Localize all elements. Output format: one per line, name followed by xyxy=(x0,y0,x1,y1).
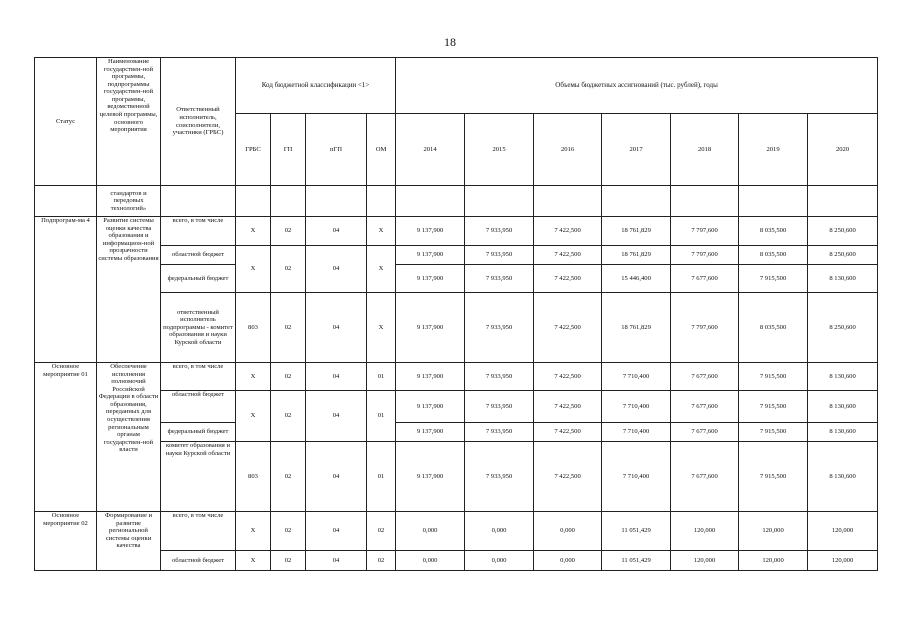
table-row xyxy=(35,363,878,391)
cell-value: 0,000 xyxy=(465,551,534,571)
cell-value: 8 250,600 xyxy=(808,293,878,363)
table-row xyxy=(35,293,878,363)
cell-value: 7 915,500 xyxy=(739,363,808,391)
row-status: Основное мероприятие 01 xyxy=(35,363,97,512)
cell-value: 8 130,600 xyxy=(808,265,878,293)
table-row xyxy=(35,423,878,442)
row-status: Подпрограм-ма 4 xyxy=(35,217,97,363)
cell-value: 7 933,950 xyxy=(465,265,534,293)
cell-value: 9 137,900 xyxy=(396,391,465,423)
cell-value: 8 130,600 xyxy=(808,391,878,423)
header-year: 2016 xyxy=(534,114,602,186)
row-name: Развитие системы оценки качества образования и информацион-ной прозрачности системы образования xyxy=(97,217,161,363)
cell-value: 8 130,600 xyxy=(808,363,878,391)
cell-value: 18 761,829 xyxy=(602,246,671,265)
cell-grbs: Х xyxy=(236,363,271,391)
header-year: 2015 xyxy=(465,114,534,186)
cell-gp: 02 xyxy=(271,512,306,551)
row-executor: областной бюджет xyxy=(161,246,236,265)
cell-value: 7 933,950 xyxy=(465,363,534,391)
cell-value: 7 933,950 xyxy=(465,391,534,423)
cell-empty xyxy=(35,186,97,217)
header-year: 2019 xyxy=(739,114,808,186)
row-executor: всего, в том числе xyxy=(161,363,236,391)
cell-value: 8 250,600 xyxy=(808,246,878,265)
table-row xyxy=(35,391,878,423)
table-row xyxy=(35,442,878,512)
cell-value: 7 915,500 xyxy=(739,423,808,442)
cell-value: 9 137,900 xyxy=(396,217,465,246)
cell-value: 7 422,500 xyxy=(534,442,602,512)
cell-gp: 02 xyxy=(271,217,306,246)
row-name: Обеспечение исполнения полномочий Российской Федерации в области образования, переданных для осуществления региональным органам государствен-ной власти xyxy=(97,363,161,512)
cell-grbs: 803 xyxy=(236,293,271,363)
cell-grbs: Х xyxy=(236,217,271,246)
cell-value: 0,000 xyxy=(534,551,602,571)
header-year: 2017 xyxy=(602,114,671,186)
header-code-grbs: ГРБС xyxy=(236,114,271,186)
cell-value: 7 677,600 xyxy=(671,423,739,442)
cell-value: 8 035,500 xyxy=(739,293,808,363)
cell-value: 7 797,600 xyxy=(671,217,739,246)
cell-value: 7 422,500 xyxy=(534,391,602,423)
cell-value: 9 137,900 xyxy=(396,293,465,363)
cell-pgp: 04 xyxy=(306,217,367,246)
cell-value: 8 250,600 xyxy=(808,217,878,246)
row-executor: всего, в том числе xyxy=(161,217,236,246)
cell-om: 01 xyxy=(367,391,396,442)
cell-value: 7 422,500 xyxy=(534,363,602,391)
header-row-1 xyxy=(35,58,878,114)
header-executor: Ответственный исполнитель, соисполнители, участники (ГРБС) xyxy=(161,58,236,186)
cell-pgp: 04 xyxy=(306,246,367,293)
cell-pgp: 04 xyxy=(306,391,367,442)
budget-table xyxy=(34,57,878,571)
table-row xyxy=(35,551,878,571)
cell-value: 11 051,429 xyxy=(602,512,671,551)
cell-om: Х xyxy=(367,246,396,293)
cell-value: 7 710,400 xyxy=(602,363,671,391)
cell-value: 0,000 xyxy=(534,512,602,551)
header-year: 2018 xyxy=(671,114,739,186)
cell-value: 7 915,500 xyxy=(739,442,808,512)
cell-value: 7 933,950 xyxy=(465,246,534,265)
cell-pgp: 04 xyxy=(306,442,367,512)
cell-value: 7 422,500 xyxy=(534,265,602,293)
row-status: Основное мероприятие 02 xyxy=(35,512,97,571)
cell-om: 01 xyxy=(367,363,396,391)
cell-value: 9 137,900 xyxy=(396,265,465,293)
cell-value: 7 422,500 xyxy=(534,293,602,363)
cell-pgp: 04 xyxy=(306,363,367,391)
cell-om: Х xyxy=(367,293,396,363)
cell-value: 0,000 xyxy=(396,512,465,551)
cell-grbs: Х xyxy=(236,246,271,293)
cell-gp: 02 xyxy=(271,246,306,293)
cell-value: 7 422,500 xyxy=(534,423,602,442)
header-budget-code: Код бюджетной классификации <1> xyxy=(236,58,396,114)
cell-value: 0,000 xyxy=(465,512,534,551)
table-row xyxy=(35,512,878,551)
cell-value: 120,000 xyxy=(739,512,808,551)
cell-value: 7 933,950 xyxy=(465,217,534,246)
cell-grbs: Х xyxy=(236,551,271,571)
cell-gp: 02 xyxy=(271,551,306,571)
row-executor: всего, в том числе xyxy=(161,512,236,551)
cell-pgp: 04 xyxy=(306,293,367,363)
cell-grbs: 803 xyxy=(236,442,271,512)
row-executor: областной бюджет xyxy=(161,551,236,571)
table-row xyxy=(35,265,878,293)
table-row xyxy=(35,217,878,246)
cell-value: 11 051,429 xyxy=(602,551,671,571)
cell-value: 8 035,500 xyxy=(739,246,808,265)
cell-gp: 02 xyxy=(271,391,306,442)
table-row xyxy=(35,246,878,265)
cell-value: 7 797,600 xyxy=(671,246,739,265)
cell-pgp: 04 xyxy=(306,551,367,571)
row-executor: ответственный исполнитель подпрограммы - комитет образования и науки Курской области xyxy=(161,293,236,363)
row-executor: федеральный бюджет xyxy=(161,423,236,442)
continuation-row xyxy=(35,186,878,217)
cell-value: 7 677,600 xyxy=(671,442,739,512)
header-year: 2020 xyxy=(808,114,878,186)
cell-value: 120,000 xyxy=(808,551,878,571)
cell-value: 7 422,500 xyxy=(534,246,602,265)
cell-value: 7 710,400 xyxy=(602,391,671,423)
cell-value: 8 130,600 xyxy=(808,442,878,512)
cell-value: 9 137,900 xyxy=(396,363,465,391)
cell-value: 7 710,400 xyxy=(602,423,671,442)
cell-value: 7 933,950 xyxy=(465,423,534,442)
cell-value: 120,000 xyxy=(671,551,739,571)
cell-om: 01 xyxy=(367,442,396,512)
header-volumes: Объемы бюджетных ассигнований (тыс. рублей), годы xyxy=(396,58,878,114)
cell-gp: 02 xyxy=(271,363,306,391)
cell-pgp: 04 xyxy=(306,512,367,551)
cell-value: 7 915,500 xyxy=(739,265,808,293)
cell-value: 9 137,900 xyxy=(396,246,465,265)
row-executor: федеральный бюджет xyxy=(161,265,236,293)
header-year: 2014 xyxy=(396,114,465,186)
cell-om: Х xyxy=(367,217,396,246)
cell-om: 02 xyxy=(367,551,396,571)
cell-value: 7 797,600 xyxy=(671,293,739,363)
cell-value: 15 446,400 xyxy=(602,265,671,293)
header-name: Наименование государствен-ной программы, подпрограммы государствен-ной программы, ведомственной целевой программы, основного мероприятия xyxy=(97,58,161,186)
header-code-om: ОМ xyxy=(367,114,396,186)
row-name: Формирование и развитие региональной системы оценки качества xyxy=(97,512,161,571)
cell-grbs: Х xyxy=(236,512,271,551)
cell-value: 18 761,829 xyxy=(602,293,671,363)
row-executor: областной бюджет xyxy=(161,391,236,423)
cell-value: 7 915,500 xyxy=(739,391,808,423)
cell-gp: 02 xyxy=(271,442,306,512)
header-code-pgp: пГП xyxy=(306,114,367,186)
cell-value: 120,000 xyxy=(671,512,739,551)
cell-gp: 02 xyxy=(271,293,306,363)
cell-value: 7 677,600 xyxy=(671,391,739,423)
cell-value: 7 677,600 xyxy=(671,363,739,391)
cell-om: 02 xyxy=(367,512,396,551)
cell-value: 7 933,950 xyxy=(465,293,534,363)
cell-value: 8 035,500 xyxy=(739,217,808,246)
cell-value: 120,000 xyxy=(739,551,808,571)
header-status: Статус xyxy=(35,58,97,186)
cell-value: 18 761,829 xyxy=(602,217,671,246)
cell-value: 9 137,900 xyxy=(396,442,465,512)
cell-value: 8 130,600 xyxy=(808,423,878,442)
cell-grbs: Х xyxy=(236,391,271,442)
header-code-gp: ГП xyxy=(271,114,306,186)
cell-value: 7 677,600 xyxy=(671,265,739,293)
cell-value: 7 710,400 xyxy=(602,442,671,512)
continuation-name: стандартов и передовых технологий» xyxy=(97,186,161,217)
page-number: 18 xyxy=(444,35,456,49)
cell-value: 7 422,500 xyxy=(534,217,602,246)
row-executor: комитет образования и науки Курской области xyxy=(161,442,236,512)
cell-value: 120,000 xyxy=(808,512,878,551)
cell-value: 7 933,950 xyxy=(465,442,534,512)
cell-value: 0,000 xyxy=(396,551,465,571)
cell-value: 9 137,900 xyxy=(396,423,465,442)
